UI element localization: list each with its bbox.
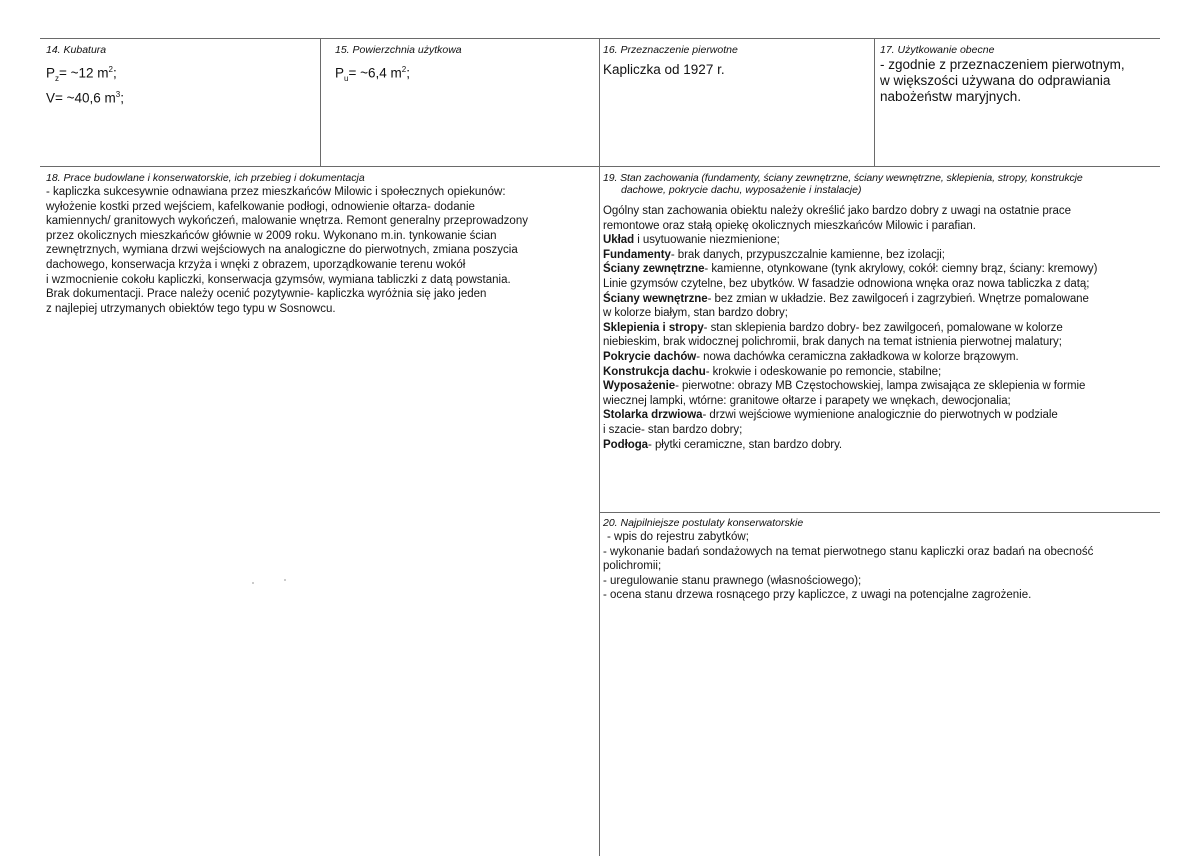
section-16-value: Kapliczka od 1927 r. <box>603 62 725 77</box>
section-20-line: - wykonanie badań sondażowych na temat pierwotnego stanu kapliczki oraz badań na obecność <box>603 545 1094 558</box>
section-18-line: - kapliczka sukcesywnie odnawiana przez mieszkańców Milowic i społecznych opiekunów: <box>46 186 506 198</box>
section-19-item: niebieskim, brak widocznej polichromii, brak danych na temat istnienia pierwotnej malatury; <box>603 336 1062 349</box>
section-20-line: - uregulowanie stanu prawnego (własnościowego); <box>603 574 862 587</box>
section-19-item: Linie gzymsów czytelne, bez ubytków. W fasadzie odnowiona wnęka oraz nowa tabliczka z datą; <box>603 277 1090 290</box>
section-17-line: - zgodnie z przeznaczeniem pierwotnym, <box>880 57 1125 72</box>
section-18-line: kamiennych/ granitowych wykończeń, malowanie wnętrza. Remont generalny przeprowadzony <box>46 215 528 228</box>
section-16-przeznaczenie <box>603 44 869 78</box>
scan-speck <box>252 582 254 584</box>
section-19-item: Ściany wewnętrzne- bez zmian w układzie. Bez zawilgoceń i zagrzybień. Wnętrze pomalowane <box>603 292 1089 305</box>
section-19-item: Podłoga- płytki ceramiczne, stan bardzo dobry. <box>603 438 843 451</box>
section-19-header-line2: dachowe, pokrycie dachu, wyposażenie i instalacje) <box>621 184 862 196</box>
section-17-line: nabożeństw maryjnych. <box>880 89 1022 104</box>
section-18-text <box>46 185 598 316</box>
section-19-stan-zachowania <box>603 172 1159 452</box>
section-18-line: i wzmocnienie cokołu kapliczki, konserwacja gzymsów, wymiana tabliczki z datą powstania. <box>46 273 511 286</box>
section-19-item: Układ i usytuowanie niezmienione; <box>603 234 780 247</box>
section-19-header-line1: 19. Stan zachowania (fundamenty, ściany zewnętrzne, ściany wewnętrzne, sklepienia, stropy, konstrukcje <box>603 172 1083 184</box>
section-19-item: Wyposażenie- pierwotne: obrazy MB Częstochowskiej, lampa zwisająca ze sklepienia w formie <box>603 380 1086 393</box>
section-20-line: - ocena stanu drzewa rosnącego przy kapliczce, z uwagi na potencjalne zagrożenie. <box>603 589 1032 602</box>
section-19-item: Sklepienia i stropy- stan sklepienia bardzo dobry- bez zawilgoceń, pomalowane w kolorze <box>603 321 1063 334</box>
col1-divider <box>320 38 321 166</box>
section-17-header: 17. Użytkowanie obecne <box>880 44 995 56</box>
s19-s20-divider <box>599 512 1160 513</box>
scan-speck <box>284 579 286 581</box>
section-18-line: Brak dokumentacji. Prace należy ocenić pozytywnie- kapliczka wyróżnia się jako jeden <box>46 288 487 301</box>
section-19-item: w kolorze białym, stan bardzo dobry; <box>603 307 788 320</box>
section-17-line: w większości używana do odprawiania <box>880 73 1111 88</box>
section-15-header: 15. Powierzchnia użytkowa <box>335 44 462 56</box>
section-17-uzytkowanie <box>880 44 1160 105</box>
section-19-item: Stolarka drzwiowa- drzwi wejściowe wymienione analogicznie do pierwotnych w podziale <box>603 409 1058 422</box>
section-20-postulaty <box>603 517 1159 603</box>
section-19-item: Pokrycie dachów- nowa dachówka ceramiczna zakładkowa w kolorze brązowym. <box>603 350 1019 363</box>
section-14-line2: V= ~40,6 $m^3$; <box>46 90 125 106</box>
section-15-powierzchnia <box>335 44 595 87</box>
section-20-header: 20. Najpilniejsze postulaty konserwatorskie <box>603 517 804 529</box>
section-19-item: wiecznej lampki, wtórne: granitowe ołtarze i parapety we wnękach, dewocjonalia; <box>603 394 1011 407</box>
section-20-line: - wpis do rejestru zabytków; <box>607 531 749 543</box>
section-19-intro-line: remontowe oraz stałą opiekę okolicznych mieszkańców Milowic i parafian. <box>603 219 976 232</box>
row1-bottom-border <box>40 166 1160 167</box>
section-18-line: przez okolicznych mieszkańców głównie w 2009 roku. Wykonano m.in. tynkowanie ścian <box>46 229 497 242</box>
section-20-text <box>603 530 1159 603</box>
section-18-prace <box>46 172 598 316</box>
section-18-line: dachowego, konserwacja krzyża i wnęki z obrazem, uporządkowanie terenu wokół <box>46 258 466 271</box>
section-14-line1: $P_z=$ ~12 $m^2$; <box>46 65 117 84</box>
section-19-text <box>603 204 1159 452</box>
section-19-intro-line: Ogólny stan zachowania obiektu należy określić jako bardzo dobry z uwagi na ostatnie prace <box>603 205 1071 217</box>
col2-divider <box>599 38 600 856</box>
section-18-line: z najlepiej utrzymanych obiektów tego typu w Sosnowcu. <box>46 302 336 315</box>
section-19-item: Konstrukcja dachu- krokwie i odeskowanie po remoncie, stabilne; <box>603 365 942 378</box>
section-18-line: zewnętrznych, wymiana drzwi wejściowych na analogiczne do pierwotnych, zmiana poszycia <box>46 244 518 257</box>
top-border <box>40 38 1160 39</box>
section-19-item: i szacie- stan bardzo dobry; <box>603 423 743 436</box>
section-18-line: wyłożenie kostki przed wejściem, kafelkowanie podłogi, odnowienie ołtarza- dodanie <box>46 200 475 213</box>
section-14-header: 14. Kubatura <box>46 44 107 56</box>
section-19-item: Ściany zewnętrzne- kamienne, otynkowane (tynk akrylowy, cokół: ciemny brąz, ściany: kremowy) <box>603 263 1098 276</box>
section-20-line: polichromii; <box>603 560 662 573</box>
section-15-value: $P_u=$ ~6,4 $m^2$; <box>335 65 410 84</box>
section-18-header: 18. Prace budowlane i konserwatorskie, ich przebieg i dokumentacja <box>46 172 365 184</box>
section-19-item: Fundamenty- brak danych, przypuszczalnie kamienne, bez izolacji; <box>603 248 945 261</box>
col3-divider <box>874 38 875 166</box>
section-16-header: 16. Przeznaczenie pierwotne <box>603 44 738 56</box>
section-14-kubatura <box>46 44 316 107</box>
